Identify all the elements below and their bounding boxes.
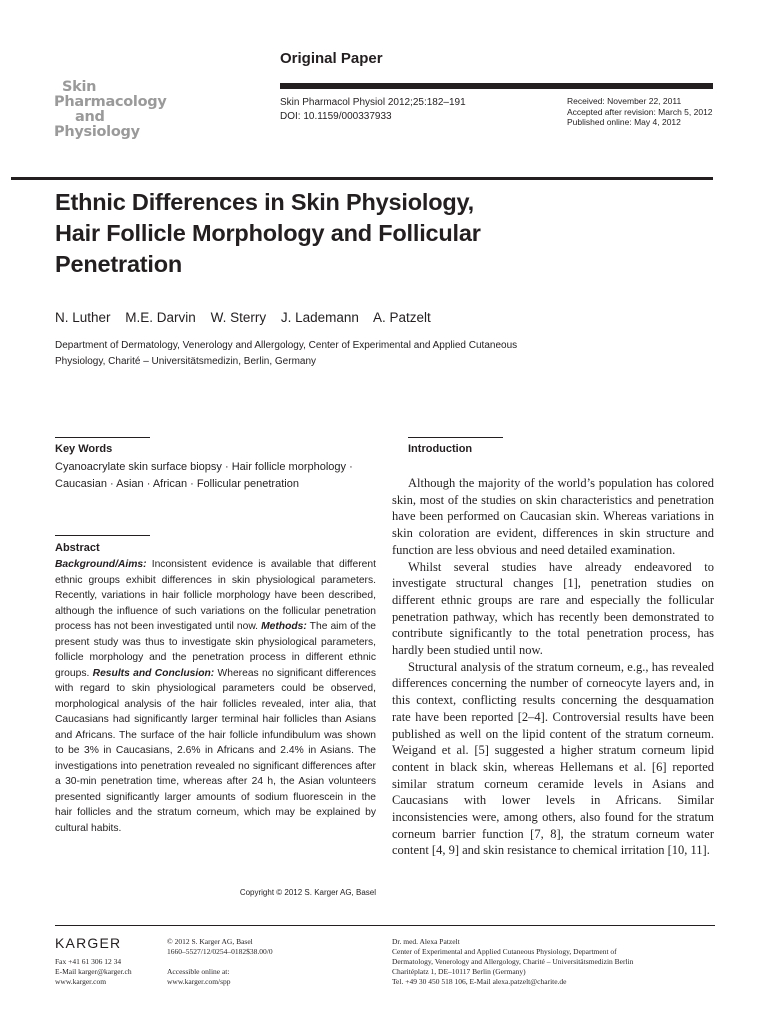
doi-link[interactable]: DOI: 10.1159/000337933 (280, 110, 392, 122)
abstract-label-methods: Methods: (261, 621, 307, 632)
title-line: Ethnic Differences in Skin Physiology, (55, 189, 474, 215)
abstract-results: Whereas no significant differences with regard to skin physiological parameters could be observed, morphological analysis of the hair follicles revealed, inter alia, that Caucasians had significantly larger terminal hair follicles than Asians and Africans. The surface of the hair follicle infundibulum was shown to be 3% in Caucasians, 2.6% in Africans and 2.4% in Asians. The investigations into penetration revealed no significant differences after a 30-min penetration time, whereas after 24 h, the Asian volunteers presented significantly larger amounts of sodium fluorescein in the hair follicles and the stratum corneum, which may be explained by cultural habits. (55, 667, 376, 834)
keywords-heading: Key Words (55, 443, 113, 455)
affiliation-line: Physiology, Charité – Universitätsmedizin, Berlin, Germany (55, 355, 317, 367)
title-line: Penetration (55, 251, 183, 277)
author: J. Lademann (280, 310, 359, 325)
abstract-label-background: Background/Aims: (55, 559, 147, 570)
introduction-paragraph: Although the majority of the world’s population has colored skin, most of the studies on skin characteristics and penetration have been performed on Caucasian skin. Whereas variations in skin coloration are evident, differences in skin structure and function are less obvious and need detailed examination. (392, 476, 714, 557)
publisher-web-link[interactable]: www.karger.com (55, 977, 107, 986)
header-divider (11, 177, 713, 180)
logo-line-4: Physiology (54, 124, 140, 140)
article-type: Original Paper (280, 50, 383, 67)
affiliation-line: Department of Dermatology, Venerology and Allergology, Center of Experimental and Applied Cutaneous (55, 340, 518, 351)
publisher-logo: KARGER (55, 935, 122, 951)
footer-issn: 1660–5527/12/0254–0182$38.00/0 (167, 947, 273, 956)
keywords-text: Cyanoacrylate skin surface biopsy · Hair follicle morphology · Caucasian · Asian · African · Follicular penetration (55, 461, 353, 490)
accepted-date: Accepted after revision: March 5, 2012 (567, 106, 713, 117)
introduction-body (392, 475, 714, 859)
introduction-heading: Introduction (408, 443, 473, 455)
footer-copyright: © 2012 S. Karger AG, Basel (167, 937, 253, 946)
article-title (55, 187, 675, 280)
affiliation (55, 338, 675, 369)
abstract-copyright: Copyright © 2012 S. Karger AG, Basel (239, 888, 376, 897)
publisher-email-link[interactable]: E-Mail karger@karger.ch (55, 967, 132, 976)
author-list (55, 310, 442, 325)
contact-line: Dermatology, Venerology and Allergology, Charité – Universitätsmedizin Berlin (392, 957, 634, 966)
introduction-paragraph: Whilst several studies have already endeavored to investigate structural changes [1], penetration studies on different ethnic groups are rare and especially the follicular penetration pathway, which has recently been demonstrated to contribute significantly to the total penetration process, has hardly been studied until now. (392, 559, 714, 658)
keywords-rule (55, 437, 150, 438)
abstract-rule (55, 535, 150, 536)
logo-line-3: and (75, 109, 105, 125)
logo-line-1: Skin (62, 79, 97, 95)
contact-line: Dr. med. Alexa Patzelt (392, 937, 460, 946)
abstract-heading: Abstract (55, 542, 100, 554)
abstract-text (55, 557, 376, 836)
author: W. Sterry (210, 310, 267, 325)
publisher-contact (55, 957, 132, 987)
online-label: Accessible online at: (167, 967, 230, 976)
citation: Skin Pharmacol Physiol 2012;25:182–191 (280, 97, 466, 108)
logo-line-2: Pharmacology (54, 94, 167, 110)
contact-line: Tel. +49 30 450 518 106, E-Mail alexa.patzelt@charite.de (392, 977, 567, 986)
received-date: Received: November 22, 2011 (567, 96, 682, 106)
corresponding-author (392, 937, 722, 987)
abstract-background: Inconsistent evidence is available that different ethnic groups exhibit differences in skin physiological parameters. Recently, variations in hair follicle morphology have been described, although the influence of such variations on the follicular penetration process has not been investigated until now. (55, 559, 376, 632)
published-date: Published online: May 4, 2012 (567, 117, 681, 128)
abstract-methods: The aim of the present study was thus to investigate skin physiological parameters, follicle morphology and the penetration process in different ethnic groups. (55, 621, 376, 679)
author: N. Luther (55, 310, 111, 325)
contact-line: Center of Experimental and Applied Cutaneous Physiology, Department of (392, 947, 617, 956)
contact-line: Charitéplatz 1, DE–10117 Berlin (Germany) (392, 967, 526, 976)
introduction-rule (408, 437, 503, 438)
publisher-fax: Fax +41 61 306 12 34 (55, 957, 122, 966)
citation-block (280, 96, 466, 123)
publication-info (167, 937, 273, 987)
title-line: Hair Follicle Morphology and Follicular (55, 220, 481, 246)
online-url-link[interactable]: www.karger.com/spp (167, 977, 231, 986)
introduction-paragraph: Structural analysis of the stratum corneum, e.g., has revealed differences concerning the number of corneocyte layers and, in this context, conflicting results concerning the desquamation rate have been reported [2–4]. Controversial results have been published as well on the lipid content of the stratum corneum. Weigand et al. [5] suggested a higher stratum corneum lipid content in black skin, whereas Hellemans et al. [6] reported similar stratum corneum ceramide levels in Asians and Caucasians with lower levels in Africans. Similar inconsistencies were, among others, also found for the stratum corneum barrier function [7, 8], the stratum corneum water content [4, 9] and skin resistance to chemical irritation [10, 11]. (392, 659, 714, 858)
abstract-label-results: Results and Conclusion: (92, 667, 215, 679)
journal-logo (54, 80, 184, 140)
author: A. Patzelt (372, 310, 431, 325)
author: M.E. Darvin (125, 310, 196, 325)
header-bar (280, 83, 713, 89)
article-dates (567, 96, 713, 128)
footer-rule (55, 925, 715, 926)
